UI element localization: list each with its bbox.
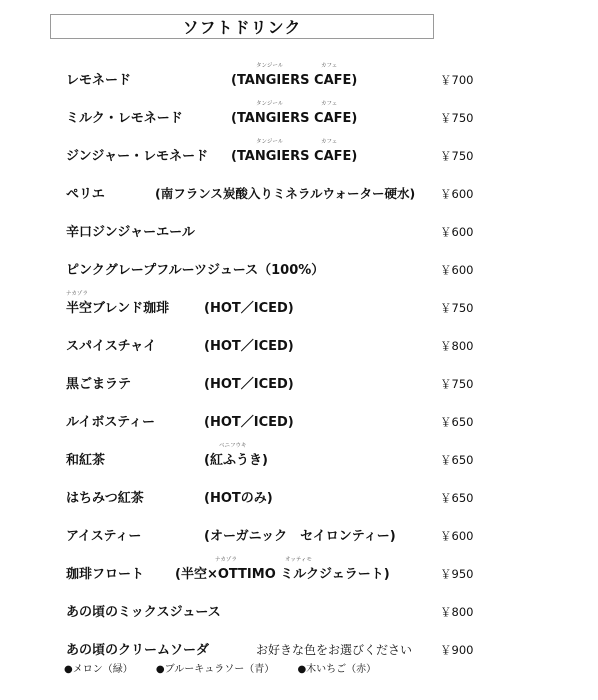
- menu-item: [0, 516, 598, 554]
- item-name: スパイスチャイ: [66, 339, 157, 354]
- item-ruby: ナカゾラ: [215, 557, 237, 563]
- item-ruby: タンジール: [256, 63, 284, 69]
- menu-item: [0, 250, 598, 288]
- menu-item: [0, 288, 598, 326]
- item-description: (HOT／ICED): [204, 301, 294, 316]
- item-price: ￥650: [440, 491, 474, 505]
- item-name: 辛口ジンジャーエール: [66, 225, 195, 240]
- item-name: 黒ごまラテ: [66, 377, 132, 392]
- menu-item: [0, 554, 598, 592]
- menu-item: [0, 60, 598, 98]
- menu-item: [0, 364, 598, 402]
- menu-item: [0, 174, 598, 212]
- item-description: (半空×OTTIMO ミルクジェラート): [175, 567, 390, 582]
- item-price: ￥700: [440, 73, 474, 87]
- item-ruby: タンジール: [256, 139, 284, 145]
- item-price: ￥950: [440, 567, 474, 581]
- item-price: ￥750: [440, 149, 474, 163]
- item-description: (TANGIERS CAFE): [231, 149, 358, 164]
- item-name: 半空ブレンド珈琲: [66, 301, 170, 316]
- item-name: ペリエ: [66, 187, 105, 202]
- item-name: ジンジャー・レモネード: [66, 149, 209, 164]
- item-name: ミルク・レモネード: [66, 111, 183, 126]
- item-price: ￥600: [440, 263, 474, 277]
- item-description: (TANGIERS CAFE): [231, 73, 358, 88]
- menu-title: ソフトドリンク: [182, 18, 302, 37]
- menu-title-box: [50, 14, 434, 39]
- item-name: ピンクグレープフルーツジュース（100%）: [66, 263, 325, 278]
- menu-item: [0, 440, 598, 478]
- item-ruby: カフェ: [321, 101, 338, 107]
- item-price: ￥750: [440, 301, 474, 315]
- item-price: ￥800: [440, 605, 474, 619]
- item-ruby: ナカゾラ: [66, 291, 88, 297]
- menu-item: [0, 326, 598, 364]
- item-price: ￥750: [440, 111, 474, 125]
- item-name: あの頃のミックスジュース: [66, 605, 221, 620]
- cream-soda-options: [64, 660, 396, 675]
- item-ruby: タンジール: [256, 101, 284, 107]
- option-raspberry: ●木いちご（赤）: [297, 664, 377, 675]
- item-description: (TANGIERS CAFE): [231, 111, 358, 126]
- menu-item: [0, 98, 598, 136]
- item-description: (HOT／ICED): [204, 377, 294, 392]
- item-description: (HOT／ICED): [204, 339, 294, 354]
- item-price: ￥600: [440, 529, 474, 543]
- item-price: ￥750: [440, 377, 474, 391]
- item-price: ￥800: [440, 339, 474, 353]
- item-ruby: カフェ: [321, 63, 338, 69]
- item-price: ￥650: [440, 415, 474, 429]
- item-price: ￥600: [440, 187, 474, 201]
- item-description: (HOT／ICED): [204, 415, 294, 430]
- menu-item: [0, 212, 598, 250]
- item-note: お好きな色をお選びください: [256, 643, 413, 657]
- item-name: 和紅茶: [66, 453, 106, 468]
- option-blue-curacao: ●ブルーキュラソー（青）: [155, 664, 275, 675]
- item-ruby: カフェ: [321, 139, 338, 145]
- menu-item: [0, 402, 598, 440]
- item-description: (HOTのみ): [204, 491, 273, 506]
- menu-item: [0, 478, 598, 516]
- item-description: (紅ふうき): [204, 453, 268, 468]
- item-price: ￥650: [440, 453, 474, 467]
- item-price: ￥900: [440, 643, 474, 657]
- item-description: (オーガニック セイロンティー): [204, 529, 396, 544]
- item-name: はちみつ紅茶: [66, 491, 144, 506]
- option-melon: ●メロン（緑）: [64, 664, 133, 675]
- item-price: ￥600: [440, 225, 474, 239]
- item-name: レモネード: [66, 73, 132, 88]
- menu-item: [0, 136, 598, 174]
- item-ruby: ベニフウキ: [219, 443, 247, 449]
- item-name: 珈琲フロート: [66, 567, 145, 582]
- item-name: ルイボスティー: [66, 415, 156, 430]
- menu-item: [0, 592, 598, 630]
- item-ruby: オッティモ: [285, 557, 312, 563]
- item-name: アイスティー: [66, 529, 142, 544]
- item-name: あの頃のクリームソーダ: [66, 643, 210, 658]
- item-description: (南フランス炭酸入りミネラルウォーター硬水): [155, 186, 416, 201]
